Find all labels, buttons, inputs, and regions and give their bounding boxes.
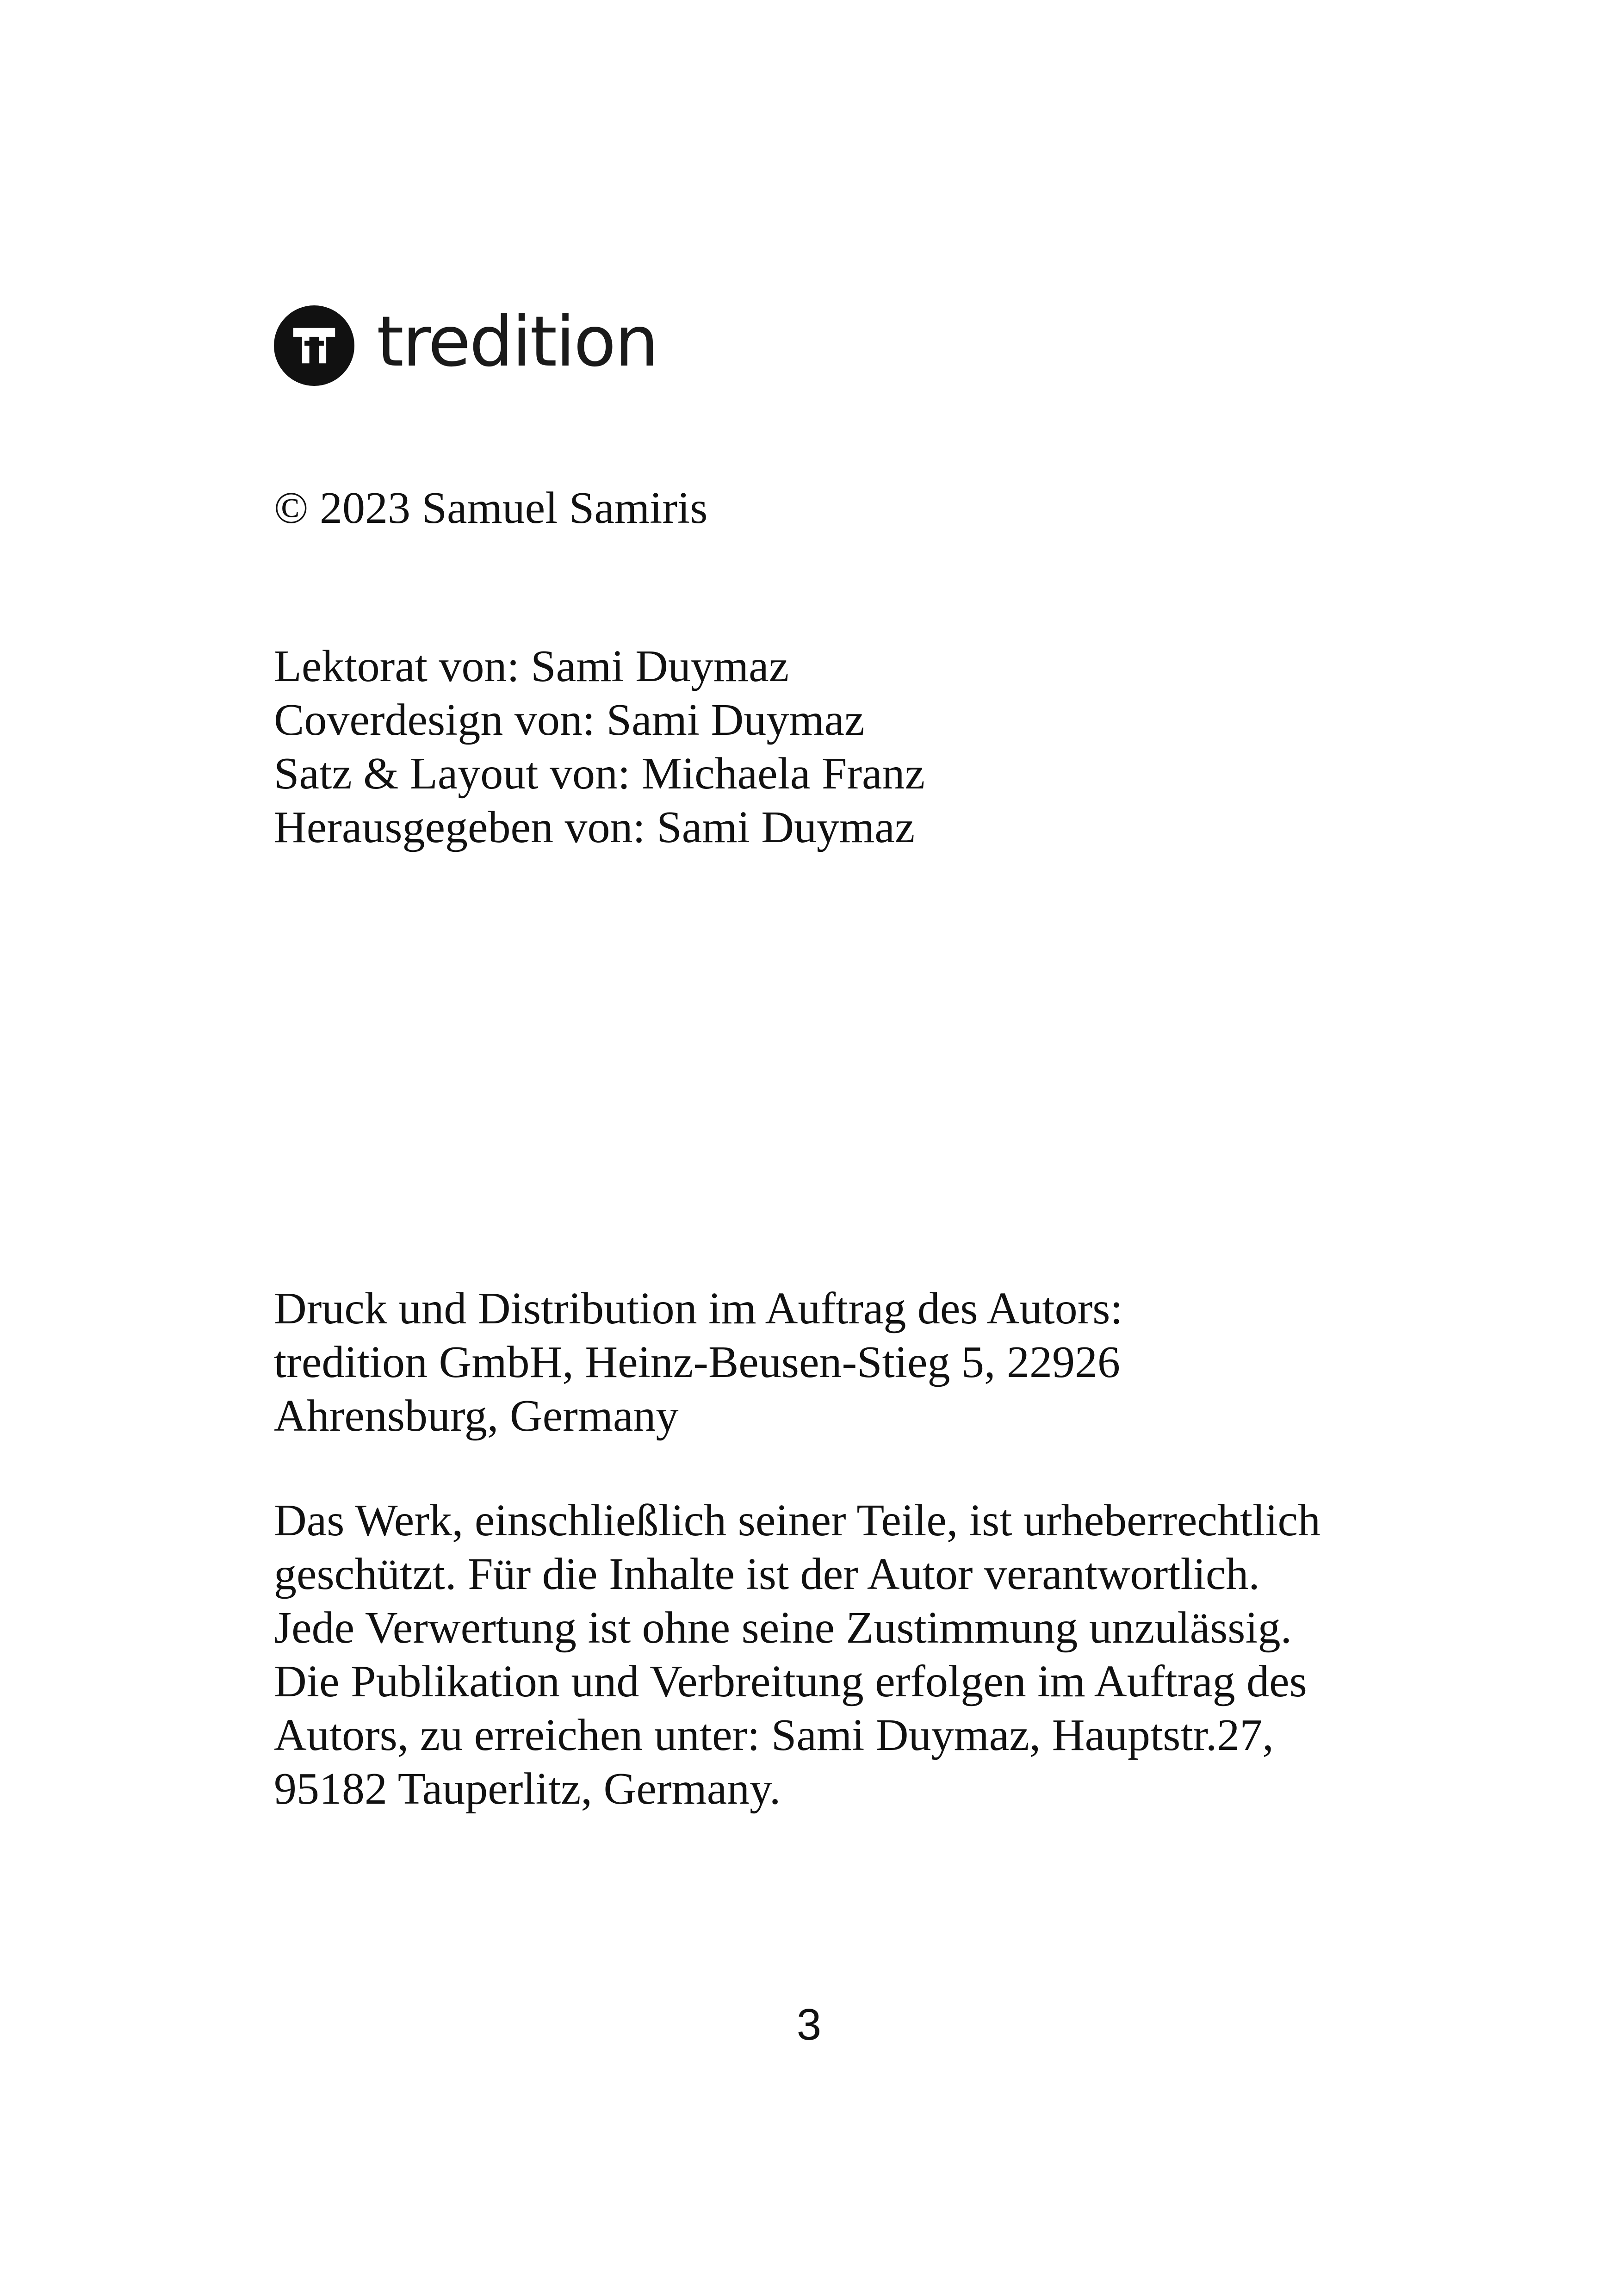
legal-line: Das Werk, einschließlich seiner Teile, ist urheberrechtlich <box>274 1496 1321 1545</box>
publisher-logo <box>274 302 657 386</box>
print-distribution-block <box>274 1282 1123 1443</box>
credit-line-publisher: Herausgegeben von: Sami Duymaz <box>274 802 915 852</box>
legal-line: 95182 Tauperlitz, Germany. <box>274 1764 781 1814</box>
print-line: Druck und Distribution im Auftrag des Autors: <box>274 1284 1123 1334</box>
legal-notice-block <box>274 1494 1320 1816</box>
credit-line-cover-design: Coverdesign von: Sami Duymaz <box>274 695 865 745</box>
copyright-notice: © 2023 Samuel Samiris <box>274 483 708 533</box>
legal-line: Die Publikation und Verbreitung erfolgen im Auftrag des <box>274 1657 1307 1706</box>
legal-line: Autors, zu erreichen unter: Sami Duymaz, Hauptstr.27, <box>274 1710 1274 1760</box>
credit-line-layout: Satz & Layout von: Michaela Franz <box>274 749 925 799</box>
legal-line: Jede Verwertung ist ohne seine Zustimmung unzulässig. <box>274 1603 1292 1653</box>
print-line: Ahrensburg, Germany <box>274 1391 679 1441</box>
tredition-logo-icon <box>274 305 354 386</box>
legal-line: geschützt. Für die Inhalte ist der Autor verantwortlich. <box>274 1549 1260 1599</box>
print-line: tredition GmbH, Heinz-Beusen-Stieg 5, 22926 <box>274 1337 1121 1387</box>
logo-wordmark: tredition <box>377 302 657 382</box>
credit-line-editing: Lektorat von: Sami Duymaz <box>274 641 789 691</box>
page-number: 3 <box>796 2000 822 2049</box>
credits-block <box>274 639 925 854</box>
